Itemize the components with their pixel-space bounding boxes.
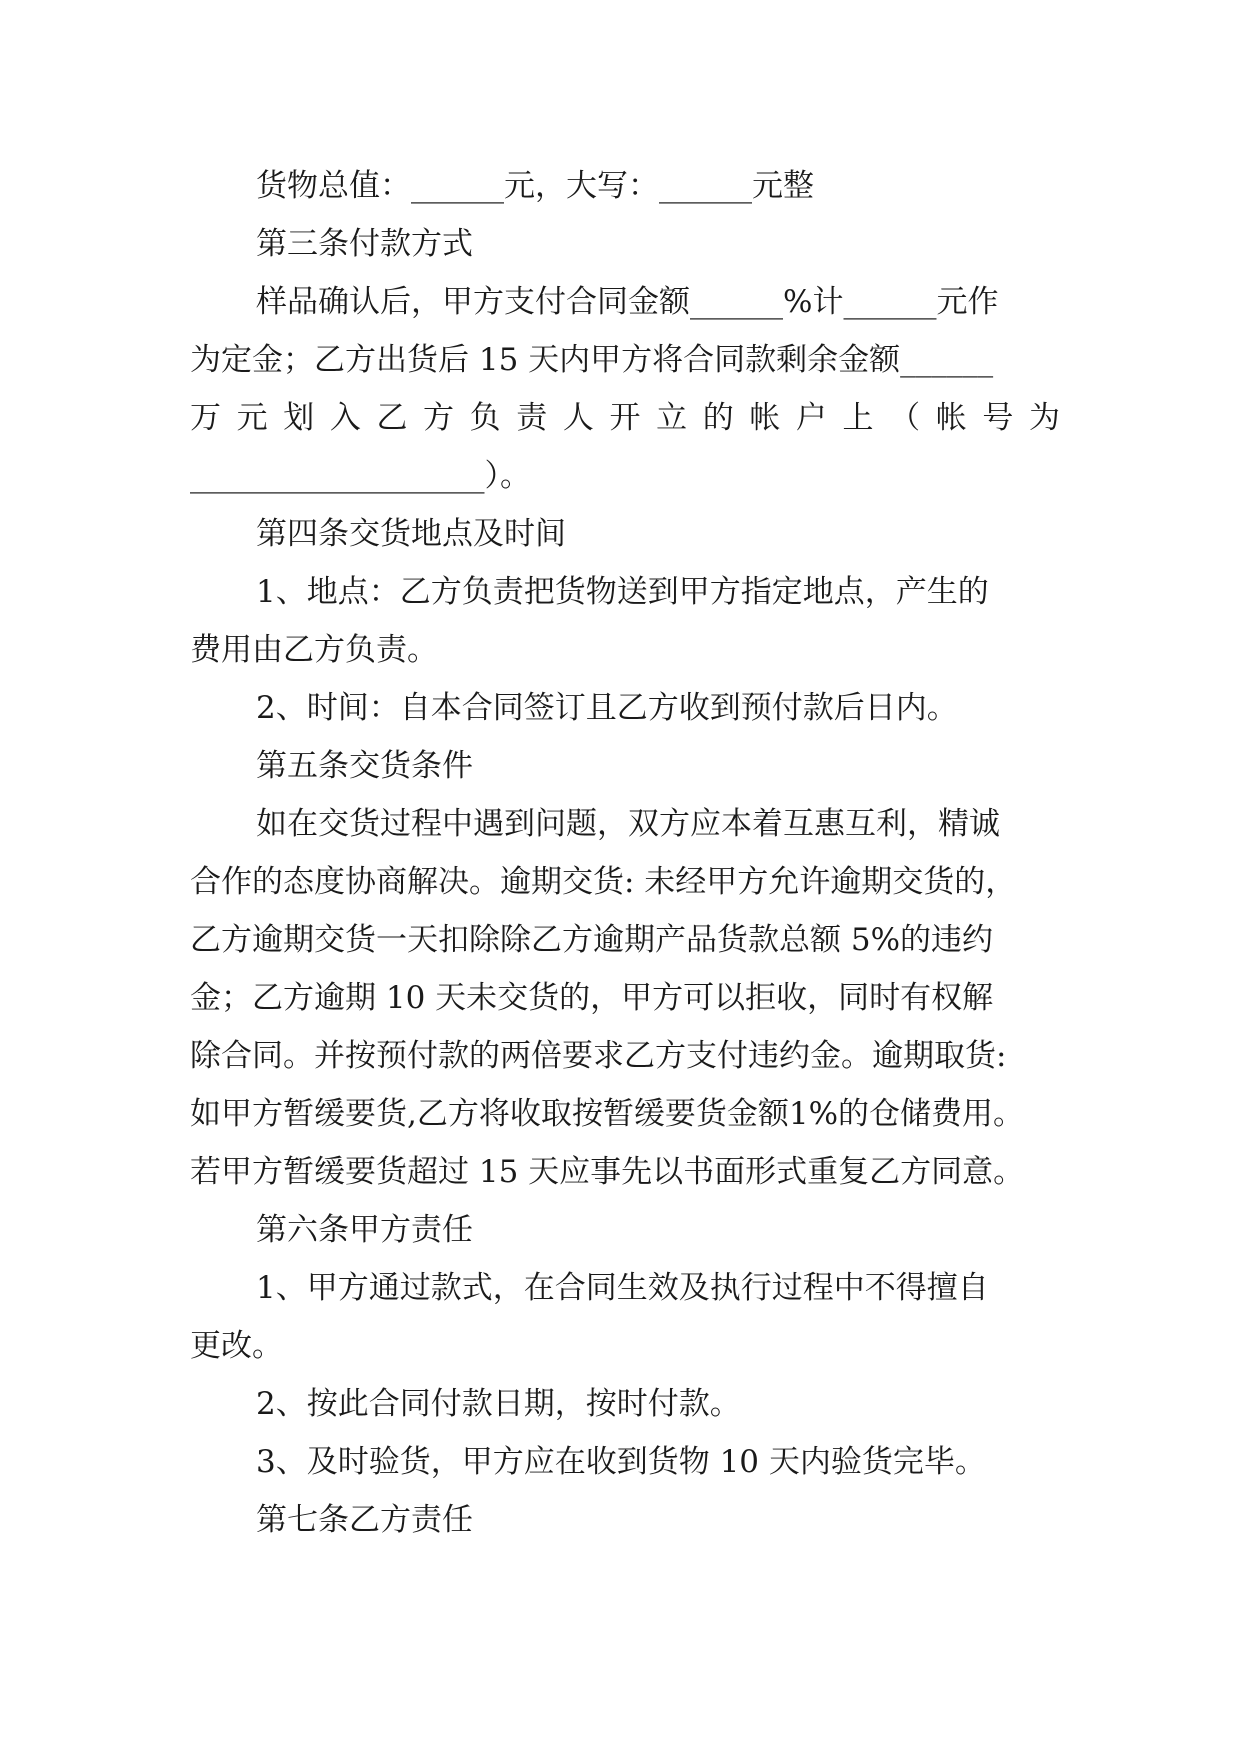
justified-char: 方 — [423, 400, 455, 436]
justified-char: 号 — [982, 400, 1014, 436]
justified-char: （ — [889, 400, 921, 436]
text-line: 1、地点：乙方负责把货物送到甲方指定地点，产生的 — [256, 574, 989, 610]
section-heading-delivery-terms: 第五条交货条件 — [256, 748, 473, 784]
text-line: 除合同。并按预付款的两倍要求乙方支付违约金。逾期取货: — [190, 1038, 1007, 1074]
text-line: 费用由乙方负责。 — [190, 632, 438, 668]
justified-char: 为 — [1028, 400, 1060, 436]
justified-char: 入 — [329, 400, 361, 436]
text-line: 为定金；乙方出货后 15 天内甲方将合同款剩余金额______ — [190, 342, 994, 378]
text-line: 样品确认后，甲方支付合同金额______%计______元作 — [256, 284, 999, 320]
justified-char: 立 — [656, 400, 688, 436]
justified-char: 帐 — [935, 400, 967, 436]
text-line: 3、及时验货，甲方应在收到货物 10 天内验货完毕。 — [256, 1444, 986, 1480]
justified-char: 的 — [702, 400, 734, 436]
justified-char: 开 — [609, 400, 641, 436]
document-body — [190, 157, 1060, 1549]
justified-char: 元 — [236, 400, 268, 436]
justified-char: 乙 — [376, 400, 408, 436]
text-line: 合作的态度协商解决。逾期交货: 未经甲方允许逾期交货的， — [190, 864, 1017, 900]
section-heading-payment: 第三条付款方式 — [256, 226, 473, 262]
text-line: 金；乙方逾期 10 天未交货的，甲方可以拒收，同时有权解 — [190, 980, 994, 1016]
text-line: 2、按此合同付款日期，按时付款。 — [256, 1386, 741, 1422]
text-line: 如甲方暂缓要货,乙方将收取按暂缓要货金额1%的仓储费用。 — [190, 1096, 1025, 1132]
text-line-account-blank: ___________________）。 — [190, 458, 531, 494]
text-line: 2、时间：自本合同签订且乙方收到预付款后日内。 — [256, 690, 958, 726]
justified-char: 负 — [469, 400, 501, 436]
section-heading-party-a: 第六条甲方责任 — [256, 1212, 473, 1248]
justified-char: 人 — [562, 400, 594, 436]
justified-char: 责 — [516, 400, 548, 436]
text-line: 1、甲方通过款式，在合同生效及执行过程中不得擅自 — [256, 1270, 989, 1306]
section-heading-delivery-place: 第四条交货地点及时间 — [256, 516, 566, 552]
text-line-goods-total: 货物总值：______元，大写：______元整 — [256, 168, 814, 204]
justified-char: 帐 — [749, 400, 781, 436]
text-line: 若甲方暂缓要货超过 15 天应事先以书面形式重复乙方同意。 — [190, 1154, 1025, 1190]
justified-char: 划 — [283, 400, 315, 436]
justified-char: 上 — [842, 400, 874, 436]
text-line: 更改。 — [190, 1328, 283, 1364]
justified-char: 万 — [190, 400, 221, 436]
section-heading-party-b: 第七条乙方责任 — [256, 1502, 473, 1538]
text-line: 如在交货过程中遇到问题，双方应本着互惠互利，精诚 — [256, 806, 1000, 842]
justified-char: 户 — [795, 400, 827, 436]
text-line-justified — [190, 389, 1060, 447]
text-line: 乙方逾期交货一天扣除除乙方逾期产品货款总额 5%的违约 — [190, 922, 994, 958]
